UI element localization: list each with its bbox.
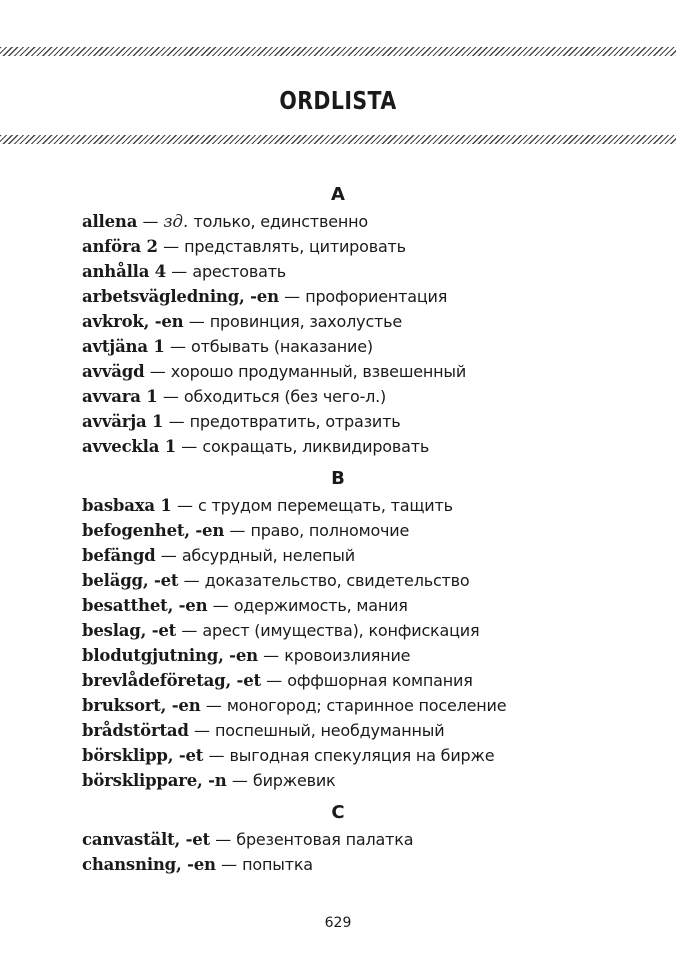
entry-headword: anföra 2: [82, 237, 158, 256]
entry-dash: —: [171, 262, 188, 281]
entry-translation: арестовать: [192, 262, 287, 281]
entry-translation: провинция, захолустье: [209, 312, 403, 331]
entry-translation: арест (имущества), конфискация: [202, 621, 480, 640]
entry-headword: allena: [82, 212, 138, 231]
entry-translation: кровоизлияние: [284, 646, 411, 665]
section-letter: B: [331, 468, 345, 489]
glossary-entry: [82, 518, 642, 543]
entry-headword: canvastält, -et: [82, 830, 210, 849]
entry-translation: обходиться (без чего-л.): [183, 387, 387, 406]
glossary-entry: [82, 768, 642, 793]
entry-dash: —: [163, 237, 179, 256]
entry-dash: —: [212, 596, 229, 615]
entry-dash: —: [183, 571, 200, 590]
entry-dash: —: [221, 855, 237, 874]
entry-headword: basbaxa 1: [82, 496, 172, 515]
glossary-entry: [82, 718, 642, 743]
page-title: ORDLISTA: [279, 86, 397, 115]
glossary-entry: [82, 309, 642, 334]
entry-dash: —: [160, 546, 177, 565]
entry-headword: avkrok, -en: [82, 312, 184, 331]
entry-dash: —: [231, 771, 248, 790]
entry-dash: —: [169, 337, 186, 356]
entry-translation: моногород; старинное поселение: [226, 696, 507, 715]
glossary-entry: [82, 593, 642, 618]
entry-headword: börsklipp, -et: [82, 746, 204, 765]
entry-headword: blodutgjutning, -en: [82, 646, 258, 665]
decorative-rule-bottom: [0, 135, 676, 144]
glossary-entry: [82, 643, 642, 668]
glossary-entry: [82, 568, 642, 593]
entry-headword: brevlådeföretag, -et: [82, 671, 261, 690]
entry-translation: только, единственно: [193, 212, 368, 231]
entry-translation: абсурдный, нелепый: [181, 546, 355, 565]
glossary-entry: [82, 743, 642, 768]
entry-translation: право, полномочие: [250, 521, 410, 540]
glossary-entry: [82, 618, 642, 643]
entry-dash: —: [215, 830, 232, 849]
entry-headword: anhålla 4: [82, 262, 167, 281]
entry-translation: одержимость, мания: [233, 596, 408, 615]
entry-translation: оффшорная компания: [287, 671, 473, 690]
entry-headword: börsklippare, -n: [82, 771, 227, 790]
section-letter: C: [331, 802, 345, 823]
entry-dash: —: [176, 496, 193, 515]
glossary-entry: [82, 543, 642, 568]
entry-translation: представлять, цитировать: [184, 237, 406, 256]
entry-dash: —: [266, 671, 282, 690]
entry-headword: besatthet, -en: [82, 596, 208, 615]
entry-headword: arbetsvägledning, -en: [82, 287, 279, 306]
entry-headword: belägg, -et: [82, 571, 179, 590]
entry-dash: —: [229, 521, 246, 540]
entry-dash: —: [208, 746, 225, 765]
glossary-entry: [82, 493, 642, 518]
entry-headword: avveckla 1: [82, 437, 177, 456]
entry-dash: —: [181, 621, 198, 640]
entry-headword: befängd: [82, 546, 156, 565]
glossary-section: [82, 798, 642, 877]
entry-translation: предотвратить, отразить: [189, 412, 401, 431]
entry-translation: профориентация: [305, 287, 448, 306]
glossary-entry: [82, 334, 642, 359]
glossary-section: [82, 180, 642, 459]
entry-headword: beslag, -et: [82, 621, 177, 640]
entry-headword: avvägd: [82, 362, 145, 381]
entry-usage-note: зд.: [163, 212, 189, 231]
glossary-entry: [82, 668, 642, 693]
entry-headword: avvara 1: [82, 387, 158, 406]
entry-translation: доказательство, свидетельство: [204, 571, 470, 590]
entry-headword: avvärja 1: [82, 412, 164, 431]
glossary-entry: [82, 434, 642, 459]
entry-dash: —: [162, 387, 179, 406]
entry-translation: попытка: [242, 855, 313, 874]
entry-dash: —: [181, 437, 198, 456]
entry-translation: сокращать, ликвидировать: [202, 437, 430, 456]
entry-translation: брезентовая палатка: [236, 830, 414, 849]
section-letter: A: [331, 184, 345, 205]
entry-translation: биржевик: [252, 771, 336, 790]
entry-dash: —: [168, 412, 185, 431]
entry-headword: avtjäna 1: [82, 337, 165, 356]
entry-dash: —: [205, 696, 222, 715]
entry-dash: —: [263, 646, 279, 665]
glossary-entry: [82, 852, 642, 877]
entry-translation: с трудом перемещать, тащить: [198, 496, 453, 515]
entry-translation: поспешный, необдуманный: [215, 721, 445, 740]
glossary-entry: [82, 409, 642, 434]
glossary-entry: [82, 284, 642, 309]
glossary-entry: [82, 359, 642, 384]
entry-dash: —: [149, 362, 166, 381]
glossary-entry: [82, 384, 642, 409]
entry-translation: отбывать (наказание): [191, 337, 373, 356]
page-number: 629: [324, 915, 352, 931]
decorative-rule-top: [0, 47, 676, 56]
glossary-entry: [82, 209, 642, 234]
entry-dash: —: [193, 721, 210, 740]
entry-dash: —: [142, 212, 159, 231]
glossary-entry: [82, 693, 642, 718]
glossary-content: [82, 180, 642, 882]
entry-dash: —: [188, 312, 205, 331]
glossary-entry: [82, 259, 642, 284]
entry-translation: выгодная спекуляция на бирже: [229, 746, 495, 765]
glossary-section: [82, 464, 642, 793]
entry-headword: brådstörtad: [82, 721, 189, 740]
glossary-entry: [82, 827, 642, 852]
entry-dash: —: [284, 287, 300, 306]
entry-headword: chansning, -en: [82, 855, 216, 874]
glossary-entry: [82, 234, 642, 259]
entry-translation: хорошо продуманный, взвешенный: [170, 362, 467, 381]
entry-headword: bruksort, -en: [82, 696, 201, 715]
entry-headword: befogenhet, -en: [82, 521, 225, 540]
